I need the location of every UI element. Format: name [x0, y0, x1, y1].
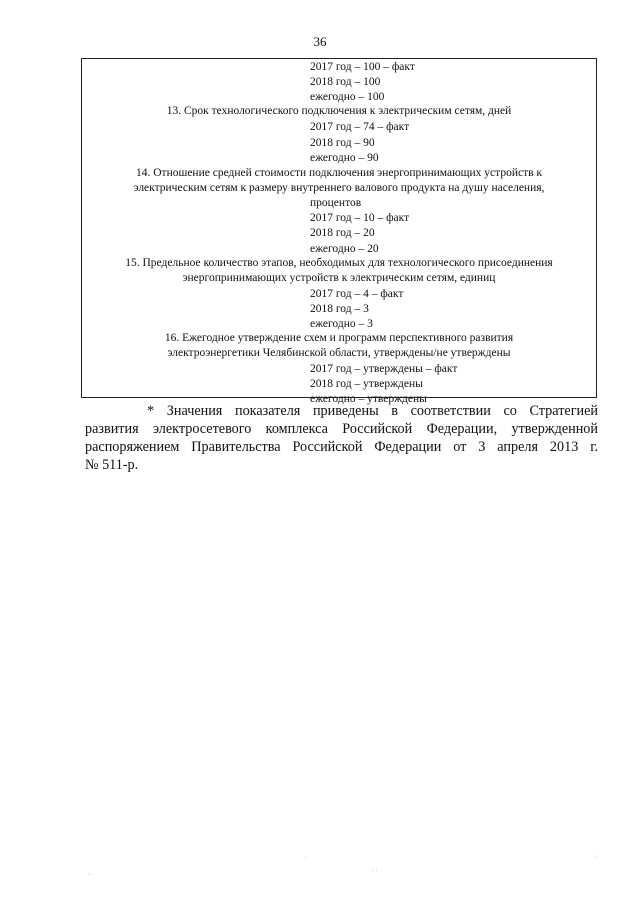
footnote — [85, 402, 598, 474]
indicator-15-title-line-2: энергопринимающих устройств к электрическим сетям, единиц — [182, 272, 496, 284]
indicator-12-value-2017: 2017 год – 100 – факт — [310, 61, 415, 73]
indicator-14-value-2017: 2017 год – 10 – факт — [310, 212, 410, 224]
footnote-line-2: развития электросетевого комплекса Российской Федерации, утвержденной — [85, 421, 598, 437]
indicator-12-value-yearly: ежегодно – 100 — [310, 91, 385, 103]
indicators-box — [81, 58, 597, 405]
scan-speck: · — [305, 855, 307, 861]
indicator-14-title-line-2: электрическим сетям к размеру внутреннего валового продукта на душу населения, — [133, 182, 545, 194]
indicator-14-value-yearly: ежегодно – 20 — [310, 243, 379, 255]
indicator-15-value-2017: 2017 год – 4 – факт — [310, 288, 404, 300]
indicator-14-title-line-3: процентов — [310, 197, 362, 209]
indicator-14-title-line-1: 14. Отношение средней стоимости подключения энергопринимающих устройств к — [135, 167, 542, 179]
scan-speck: · · — [372, 868, 378, 874]
scan-speck: · · — [88, 872, 94, 878]
indicator-13-value-yearly: ежегодно – 90 — [310, 152, 379, 164]
indicator-16-title-line-1: 16. Ежегодное утверждение схем и программ перспективного развития — [164, 332, 514, 344]
indicator-16-value-yearly: ежегодно – утверждены — [310, 393, 427, 405]
indicator-16-value-2018: 2018 год – утверждены — [310, 378, 423, 390]
indicator-15-value-2018: 2018 год – 3 — [310, 303, 369, 315]
indicator-13-value-2017: 2017 год – 74 – факт — [310, 121, 410, 133]
indicator-15-title-line-1: 15. Предельное количество этапов, необходимых для технологического присоединения — [125, 257, 553, 269]
indicator-14-value-2018: 2018 год – 20 — [310, 227, 375, 239]
footnote-line-3: распоряжением Правительства Российской Федерации от 3 апреля 2013 г. — [85, 439, 598, 455]
indicator-13-value-2018: 2018 год – 90 — [310, 137, 375, 149]
footnote-line-1: * Значения показателя приведены в соответствии со Стратегией — [147, 403, 598, 419]
indicator-13-title: 13. Срок технологического подключения к электрическим сетям, дней — [166, 105, 512, 117]
page-number: 36 — [313, 34, 327, 49]
indicator-15-value-yearly: ежегодно – 3 — [310, 318, 373, 330]
indicator-12-value-2018: 2018 год – 100 — [310, 76, 381, 88]
indicator-16-title-line-2: электроэнергетики Челябинской области, утверждены/не утверждены — [167, 347, 511, 359]
indicator-16-value-2017: 2017 год – утверждены – факт — [310, 363, 458, 375]
scan-speck: · — [596, 854, 598, 860]
footnote-line-4: № 511-р. — [85, 457, 139, 473]
